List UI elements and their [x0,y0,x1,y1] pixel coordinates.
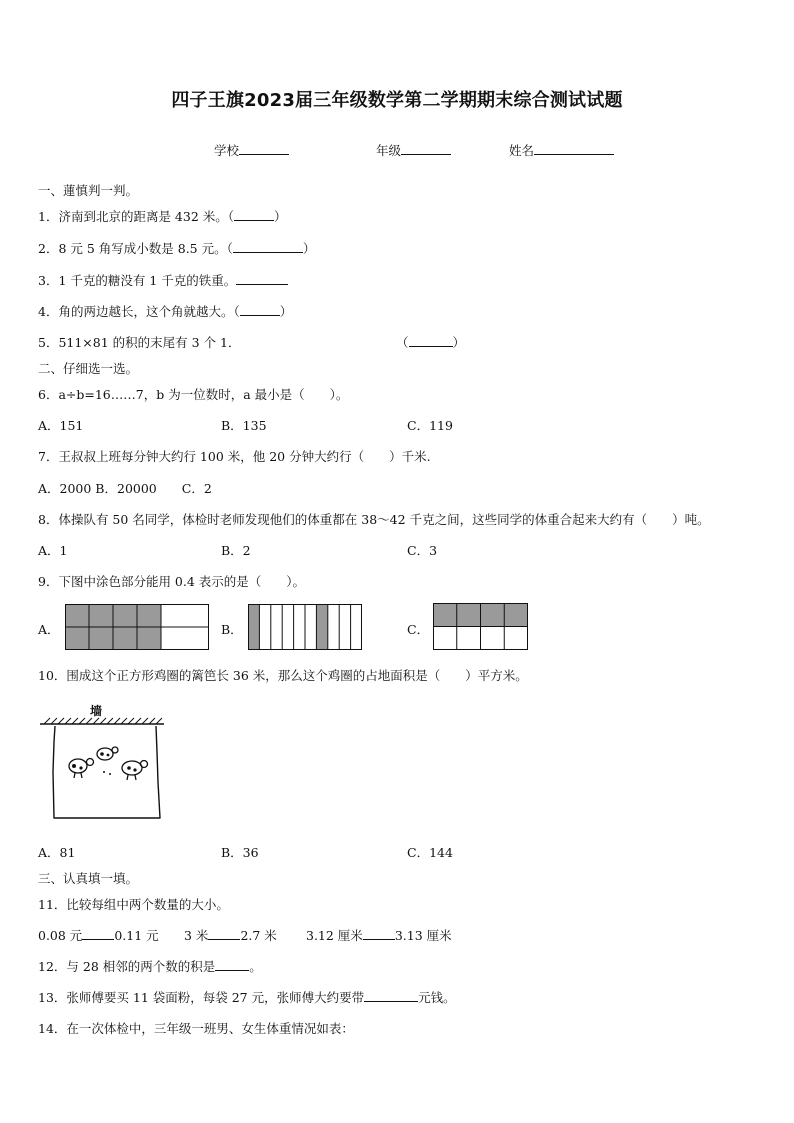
q11-compare-2: 3 米 2.7 米 [184,928,277,943]
name-field [509,141,614,159]
school-blank[interactable] [239,142,289,155]
q11-blank-1[interactable] [82,927,114,940]
page-title: 四子王旗2023届三年级数学第二学期期末综合测试试题 [171,90,623,111]
answer-blank-2[interactable] [233,240,303,253]
q10-option-c[interactable]: C．144 [407,845,453,860]
q10-option-a[interactable]: A．81 [38,845,76,860]
q10-chicken-pen-figure [38,702,168,822]
q8-option-c[interactable]: C．3 [407,543,438,558]
question-12: 12．与 28 相邻的两个数的积是 。 [38,959,262,974]
question-11: 11．比较每组中两个数量的大小。 [38,897,229,912]
question-9: 9．下图中涂色部分能用 0.4 表示的是（ ）。 [38,574,306,589]
question-10: 10．围成这个正方形鸡圈的篱笆长 36 米，那么这个鸡圈的占地面积是（ ）平方米。 [38,668,528,683]
answer-blank-4[interactable] [240,303,280,316]
q10-option-b[interactable]: B．36 [221,845,259,860]
q11-blank-2[interactable] [208,927,240,940]
q11-compare-1: 0.08 元 0.11 元 [38,928,159,943]
question-4: 4．角的两边越长，这个角就越大。（ ） [38,304,293,319]
section1-heading: 一、蓮慎判一判。 [38,183,139,198]
question-5-answer: （ ） [396,335,466,350]
q6-option-c[interactable]: C．119 [407,418,453,433]
question-13: 13．张师傅要买 11 袋面粉，每袋 27 元，张师傅大约要带 元钱。 [38,990,456,1005]
section3-heading: 三、认真填一填。 [38,871,139,886]
q8-option-b[interactable]: B．2 [221,543,251,558]
answer-blank-12[interactable] [215,958,249,971]
q9-figure-c [433,603,528,650]
name-blank[interactable] [534,142,614,155]
question-2: 2．8 元 5 角写成小数是 8.5 元。（ ） [38,241,316,256]
q6-option-b[interactable]: B．135 [221,418,267,433]
question-6: 6．a÷b=16……7，b 为一位数时，a 最小是（ ）。 [38,387,349,402]
question-3: 3．1 千克的糖没有 1 千克的铁重。 [38,271,288,289]
name-label: 姓名 [509,143,535,158]
q11-compare-3: 3.12 厘米 3.13 厘米 [306,928,452,943]
q7-options[interactable]: A．2000 B．20000 C．2 [38,481,212,496]
q9-option-a[interactable]: A． [38,622,60,637]
question-14: 14．在一次体检中，三年级一班男、女生体重情况如表： [38,1021,354,1036]
q10-wall-label: 墙 [90,704,103,718]
q11-blank-3[interactable] [363,927,395,940]
q9-option-b[interactable]: B． [221,622,243,637]
answer-blank-3[interactable] [236,272,288,285]
school-label: 学校 [214,143,240,158]
q9-figure-a [65,604,209,650]
school-field [214,141,289,159]
question-5: 5．511×81 的积的末尾有 3 个 1． [38,335,241,350]
grade-field [376,141,451,159]
question-8: 8．体操队有 50 名同学，体检时老师发现他们的体重都在 38～42 千克之间，这些同学的体重合起来大约有（ ）吨。 [38,512,710,527]
q6-option-a[interactable]: A．151 [38,418,84,433]
grade-blank[interactable] [401,142,451,155]
section2-heading: 二、仔细选一选。 [38,361,139,376]
grade-label: 年级 [376,143,402,158]
q8-option-a[interactable]: A．1 [38,543,68,558]
q9-figure-b [248,604,362,650]
answer-blank-1[interactable] [234,208,274,221]
question-7: 7．王叔叔上班每分钟大约行 100 米，他 20 分钟大约行（ ）千米. [38,449,431,464]
question-1: 1．济南到北京的距离是 432 米。（ ） [38,209,287,224]
answer-blank-13[interactable] [364,989,418,1002]
answer-blank-5[interactable] [409,334,453,347]
q9-option-c[interactable]: C． [407,622,430,637]
